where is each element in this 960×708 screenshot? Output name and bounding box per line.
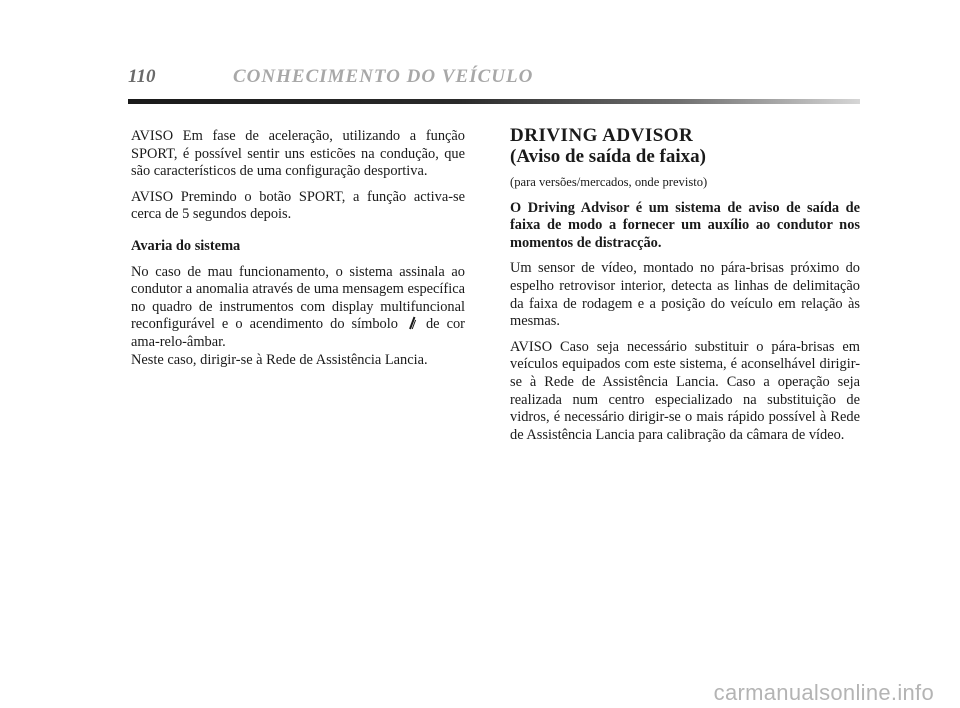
system-failure-paragraph (131, 264, 465, 352)
section-title: CONHECIMENTO DO VEÍCULO (233, 66, 534, 87)
page-number: 110 (128, 66, 156, 87)
watermark: carmanualsonline.info (713, 680, 934, 705)
driving-advisor-subheading: (Aviso de saída de faixa) (510, 146, 706, 167)
notice-sport-acceleration: AVISO Em fase de aceleração, utilizando a função SPORT, é possível sentir uns esticões na condução, que são característicos de uma configuração desportiva. (131, 128, 465, 180)
failure-text-before-icon: No caso de mau funcionamento, o sistema assinala ao condutor a anomalia através de uma mensagem específica no quadro de instrumentos com display multifuncional reconfigurável e o acendimento do símbolo (131, 263, 465, 333)
right-column (510, 126, 860, 452)
system-failure-heading: Avaria do sistema (131, 237, 241, 254)
video-sensor-paragraph: Um sensor de vídeo, montado no pára-brisas próximo do espelho retrovisor interior, detecta as linhas de delimitação da faixa de rodagem e a posição do veículo em relação às mesmas. (510, 260, 860, 330)
notice-sport-button: AVISO Premindo o botão SPORT, a função activa-se cerca de 5 segundos depois. (131, 188, 465, 223)
driving-advisor-lead: O Driving Advisor é um sistema de aviso de saída de faixa de modo a fornecer um auxílio ao condutor nos momentos de distracção. (510, 199, 860, 251)
windscreen-replacement-notice: AVISO Caso seja necessário substituir o pára-brisas em veículos equipados com este sistema, é aconselhável dirigir-se à Rede de Assistência Lancia. Caso a operação seja realizada num centro especializado na substituição de vidros, é necessário dirigir-se o mais rápido possível à Rede de Assistência Lancia para calibração da câmara de vídeo. (510, 338, 860, 443)
failure-service-advice: Neste caso, dirigir-se à Rede de Assistência Lancia. (131, 351, 428, 368)
market-availability-note: (para versões/mercados, onde previsto) (510, 175, 708, 189)
driving-advisor-heading: DRIVING ADVISOR (510, 125, 694, 146)
left-column (131, 128, 465, 377)
lane-departure-warning-icon (407, 316, 417, 330)
failure-text-after-icon: de cor ama-relo-âmbar. (131, 316, 465, 350)
header-rule (128, 99, 860, 104)
